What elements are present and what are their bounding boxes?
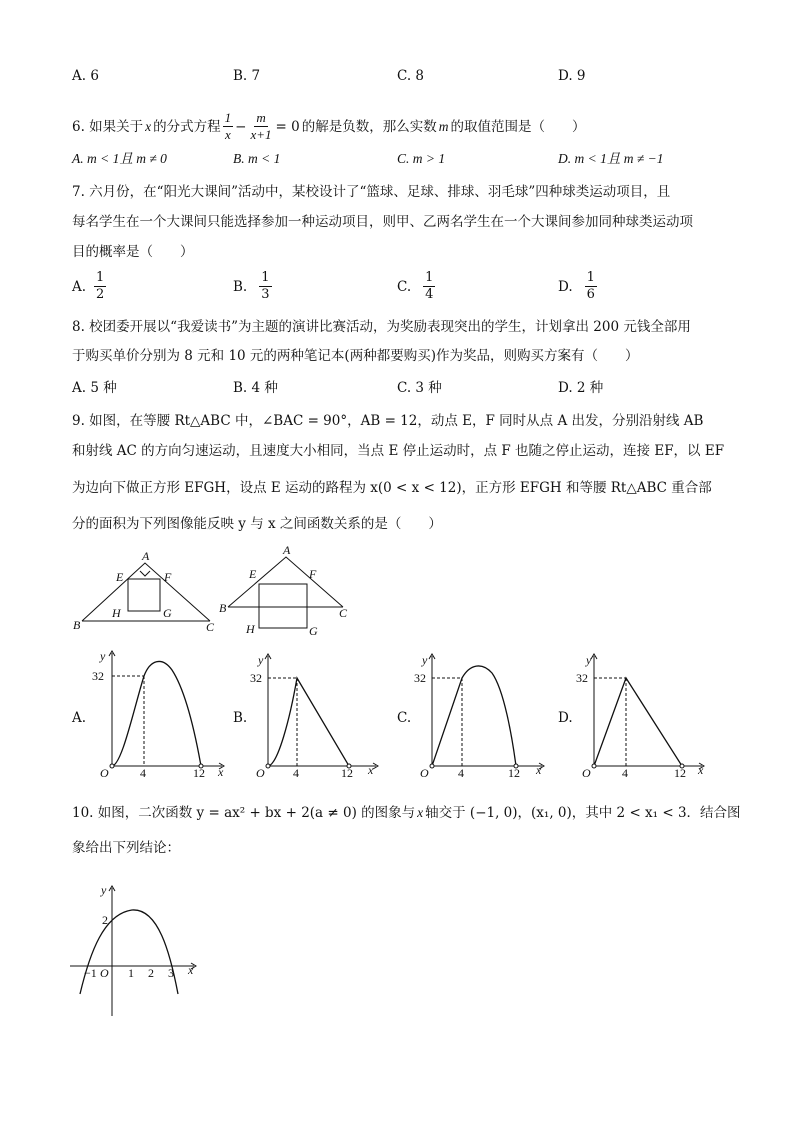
y-tick: 32 [576, 671, 588, 685]
curve [112, 661, 201, 766]
q5-option-a: A. 6 [72, 68, 99, 84]
q6-eq-zero: = 0 [275, 118, 300, 135]
q6-text-3: 的解是负数，那么实数 [301, 118, 437, 135]
q8-option-d: D. 2 种 [558, 380, 604, 396]
origin: O [582, 766, 591, 778]
q10-line-2: 象给出下列结论： [72, 840, 180, 856]
origin: O [256, 766, 265, 778]
q6-var-x: x [145, 118, 152, 134]
q6-fraction-2: $\frac{m}{x+1}$ [250, 110, 272, 142]
x-tick-4: 4 [293, 766, 299, 778]
y-label: y [258, 653, 264, 667]
q6-option-b: B. m < 1 [233, 151, 281, 166]
q8-option-b: B. 4 种 [233, 380, 278, 396]
x-tick-1: 1 [128, 966, 134, 980]
label-f: F [309, 567, 317, 581]
q5-option-c: C. 8 [397, 68, 425, 84]
x-tick-4: 4 [140, 766, 146, 778]
q8-line-2: 于购买单价分别为 8 元和 10 元的两种笔记本(两种都要购买)作为奖品，则购买方案有（ ） [72, 348, 639, 364]
q7-line-3: 目的概率是（ ） [72, 244, 194, 260]
q6-text-2: 的分式方程 [153, 118, 221, 135]
q6-stem [72, 110, 585, 143]
q10-line-1: 10. 如图，二次函数 y = ax² + bx + 2(a ≠ 0) 的图象与 x 轴交于 (−1, 0)，(x₁, 0)，其中 2 < x₁ < 3．结合图 [72, 805, 741, 821]
origin: O [420, 766, 429, 778]
q7-line-2: 每名学生在一个大课间只能选择参加一种运动项目，则甲、乙两名学生在一个大课间参加同种球类运动项 [72, 214, 693, 230]
q6-option-c: C. m > 1 [397, 151, 446, 166]
q9-figure-2 [213, 540, 363, 645]
x-label: x [536, 763, 542, 777]
label-a: A [142, 549, 150, 563]
triangle-sides [82, 563, 210, 621]
q7-option-b: B. $\frac{1}{3}$ [233, 270, 270, 302]
x-tick-4: 4 [458, 766, 464, 778]
x-tick-4: 4 [622, 766, 628, 778]
q9-line-3: 为边向下做正方形 EFGH，设点 E 运动的路程为 x(0 < x < 12)，正方形 EFGH 和等腰 Rt△ABC 重合部 [72, 480, 712, 496]
label-e: E [249, 567, 257, 581]
label-c: C [339, 606, 348, 620]
triangle-sides [228, 557, 343, 607]
label-c: C [206, 620, 215, 634]
square-efgh [128, 579, 160, 611]
q6-option-a: A. m < 1且 m ≠ 0 [72, 151, 167, 166]
curve [268, 678, 349, 766]
x-tick-12: 12 [341, 766, 353, 778]
q9-graph-c [412, 648, 552, 778]
x-tick-12: 12 [193, 766, 205, 778]
q9-option-b: B. [233, 710, 248, 726]
q8-option-c: C. 3 种 [397, 380, 442, 396]
q7-option-c: C. $\frac{1}{4}$ [397, 270, 434, 302]
q6-text-4: 的取值范围是（ ） [450, 118, 586, 135]
y-label: y [422, 653, 428, 667]
label-h: H [246, 622, 255, 636]
y-label: y [101, 883, 107, 897]
q7-option-a: A. $\frac{1}{2}$ [72, 270, 105, 302]
q9-option-d: D. [558, 710, 573, 726]
q9-graph-d [574, 648, 714, 778]
q6-option-d: D. m < 1且 m ≠ −1 [558, 151, 664, 166]
x-tick-12: 12 [508, 766, 520, 778]
x-label: x [188, 963, 194, 977]
q6-text-1: 6. 如果关于 [72, 118, 144, 135]
square-efgh [259, 584, 307, 628]
q7-option-d: D. $\frac{1}{6}$ [558, 270, 595, 302]
q8-line-1: 8. 校团委开展以“我爱读书”为主题的演讲比赛活动，为奖励表现突出的学生，计划拿出 200 元钱全部用 [72, 319, 691, 335]
origin: O [100, 966, 109, 980]
y-label: y [100, 649, 106, 663]
q9-line-2: 和射线 AC 的方向匀速运动，且速度大小相同，当点 E 停止运动时，点 F 也随之停止运动，连接 EF，以 EF [72, 443, 725, 459]
x-label: x [368, 763, 374, 777]
x-label: x [218, 765, 224, 778]
curve [594, 678, 682, 766]
q9-line-4: 分的面积为下列图像能反映 y 与 x 之间函数关系的是（ ） [72, 516, 442, 532]
q9-figure-1 [70, 545, 220, 635]
q9-option-c: C. [397, 710, 412, 726]
q9-graph-b [248, 648, 388, 778]
q9-graph-a [92, 648, 232, 778]
q8-option-a: A. 5 种 [72, 380, 117, 396]
y-tick: 32 [414, 671, 426, 685]
origin: O [100, 766, 109, 778]
label-h: H [112, 606, 121, 620]
label-g: G [309, 624, 318, 638]
label-f: F [164, 570, 172, 584]
q7-line-1: 7. 六月份，在“阳光大课间”活动中，某校设计了“篮球、足球、排球、羽毛球”四种球类运动项目，且 [72, 184, 671, 200]
q10-graph [68, 882, 208, 1022]
y-tick: 32 [92, 669, 104, 683]
q6-var-m: m [438, 118, 449, 134]
y-tick: 32 [250, 671, 262, 685]
label-a: A [283, 543, 291, 557]
x-tick-2: 2 [148, 966, 154, 980]
label-b: B [73, 618, 81, 632]
parabola [80, 910, 178, 994]
label-e: E [116, 570, 124, 584]
q5-option-b: B. 7 [233, 68, 261, 84]
curve [432, 666, 516, 766]
q5-option-d: D. 9 [558, 68, 586, 84]
y-tick-2: 2 [102, 913, 108, 927]
label-g: G [163, 606, 172, 620]
x-tick-12: 12 [674, 766, 686, 778]
q9-option-a: A. [72, 710, 87, 726]
x-tick-neg1: −1 [84, 966, 97, 980]
y-label: y [586, 653, 592, 667]
label-b: B [219, 601, 227, 615]
right-angle-mark [140, 571, 150, 576]
q6-minus: − [235, 118, 247, 135]
q6-fraction-1: $\frac{1}{x}$ [224, 110, 232, 142]
x-tick-3: 3 [168, 966, 174, 980]
x-label: x [698, 763, 704, 777]
q9-line-1: 9. 如图，在等腰 Rt△ABC 中，∠BAC = 90°，AB = 12，动点 E，F 同时从点 A 出发，分别沿射线 AB [72, 413, 704, 429]
